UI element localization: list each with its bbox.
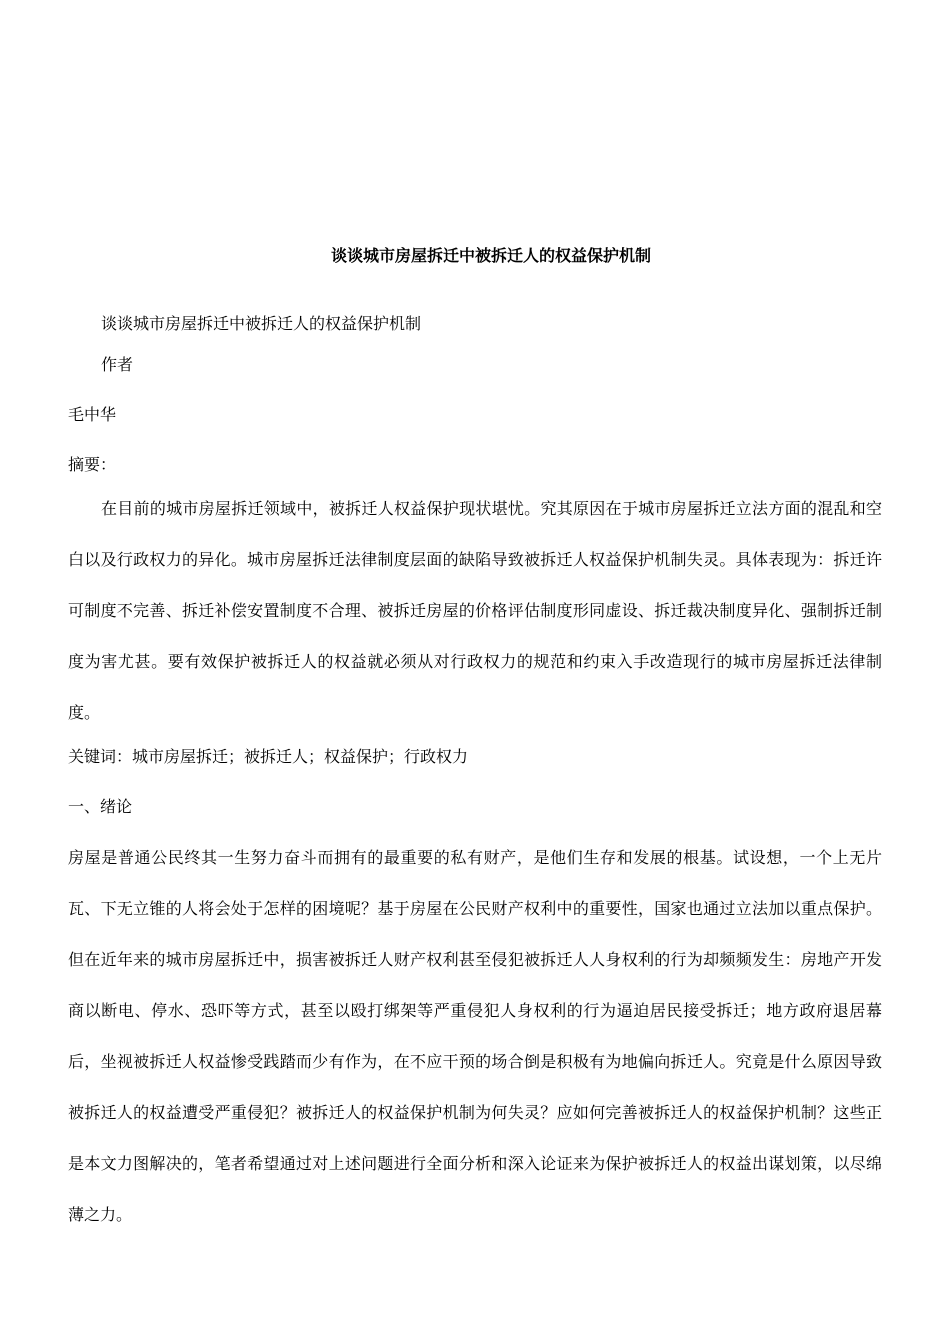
author-label: 作者 [101, 355, 134, 374]
abstract-label: 摘要： [68, 455, 117, 474]
section-heading: 一、绪论 [68, 797, 133, 816]
introduction-paragraph: 房屋是普通公民终其一生努力奋斗而拥有的最重要的私有财产，是他们生存和发展的根基。试设想，一个上无片瓦、下无立锥的人将会处于怎样的困境呢？基于房屋在公民财产权利中的重要性，国家也通过立法加以重点保护。但在近年来的城市房屋拆迁中，损害被拆迁人财产权利甚至侵犯被拆迁人人身权利的行为却频频发生：房地产开发商以断电、停水、恐吓等方式，甚至以殴打绑架等严重侵犯人身权利的行为逼迫居民接受拆迁；地方政府退居幕后，坐视被拆迁人权益惨受践踏而少有作为，在不应干预的场合倒是积极有为地偏向拆迁人。究竟是什么原因导致被拆迁人的权益遭受严重侵犯？被拆迁人的权益保护机制为何失灵？应如何完善被拆迁人的权益保护机制？这些正是本文力图解决的，笔者希望通过对上述问题进行全面分析和深入论证来为保护被拆迁人的权益出谋划策，以尽绵薄之力。 [68, 848, 882, 1224]
document-subtitle: 谈谈城市房屋拆迁中被拆迁人的权益保护机制 [101, 314, 422, 333]
abstract-paragraph: 在目前的城市房屋拆迁领域中，被拆迁人权益保护现状堪忧。究其原因在于城市房屋拆迁立法方面的混乱和空白以及行政权力的异化。城市房屋拆迁法律制度层面的缺陷导致被拆迁人权益保护机制失灵。具体表现为：拆迁许可制度不完善、拆迁补偿安置制度不合理、被拆迁房屋的价格评估制度形同虚设、拆迁裁决制度异化、强制拆迁制度为害尤甚。要有效保护被拆迁人的权益就必须从对行政权力的规范和约束入手改造现行的城市房屋拆迁法律制度。 [68, 499, 882, 722]
document-title: 谈谈城市房屋拆迁中被拆迁人的权益保护机制 [330, 246, 651, 265]
author-name: 毛中华 [68, 405, 117, 424]
keywords-line: 关键词：城市房屋拆迁；被拆迁人；权益保护；行政权力 [68, 747, 469, 766]
